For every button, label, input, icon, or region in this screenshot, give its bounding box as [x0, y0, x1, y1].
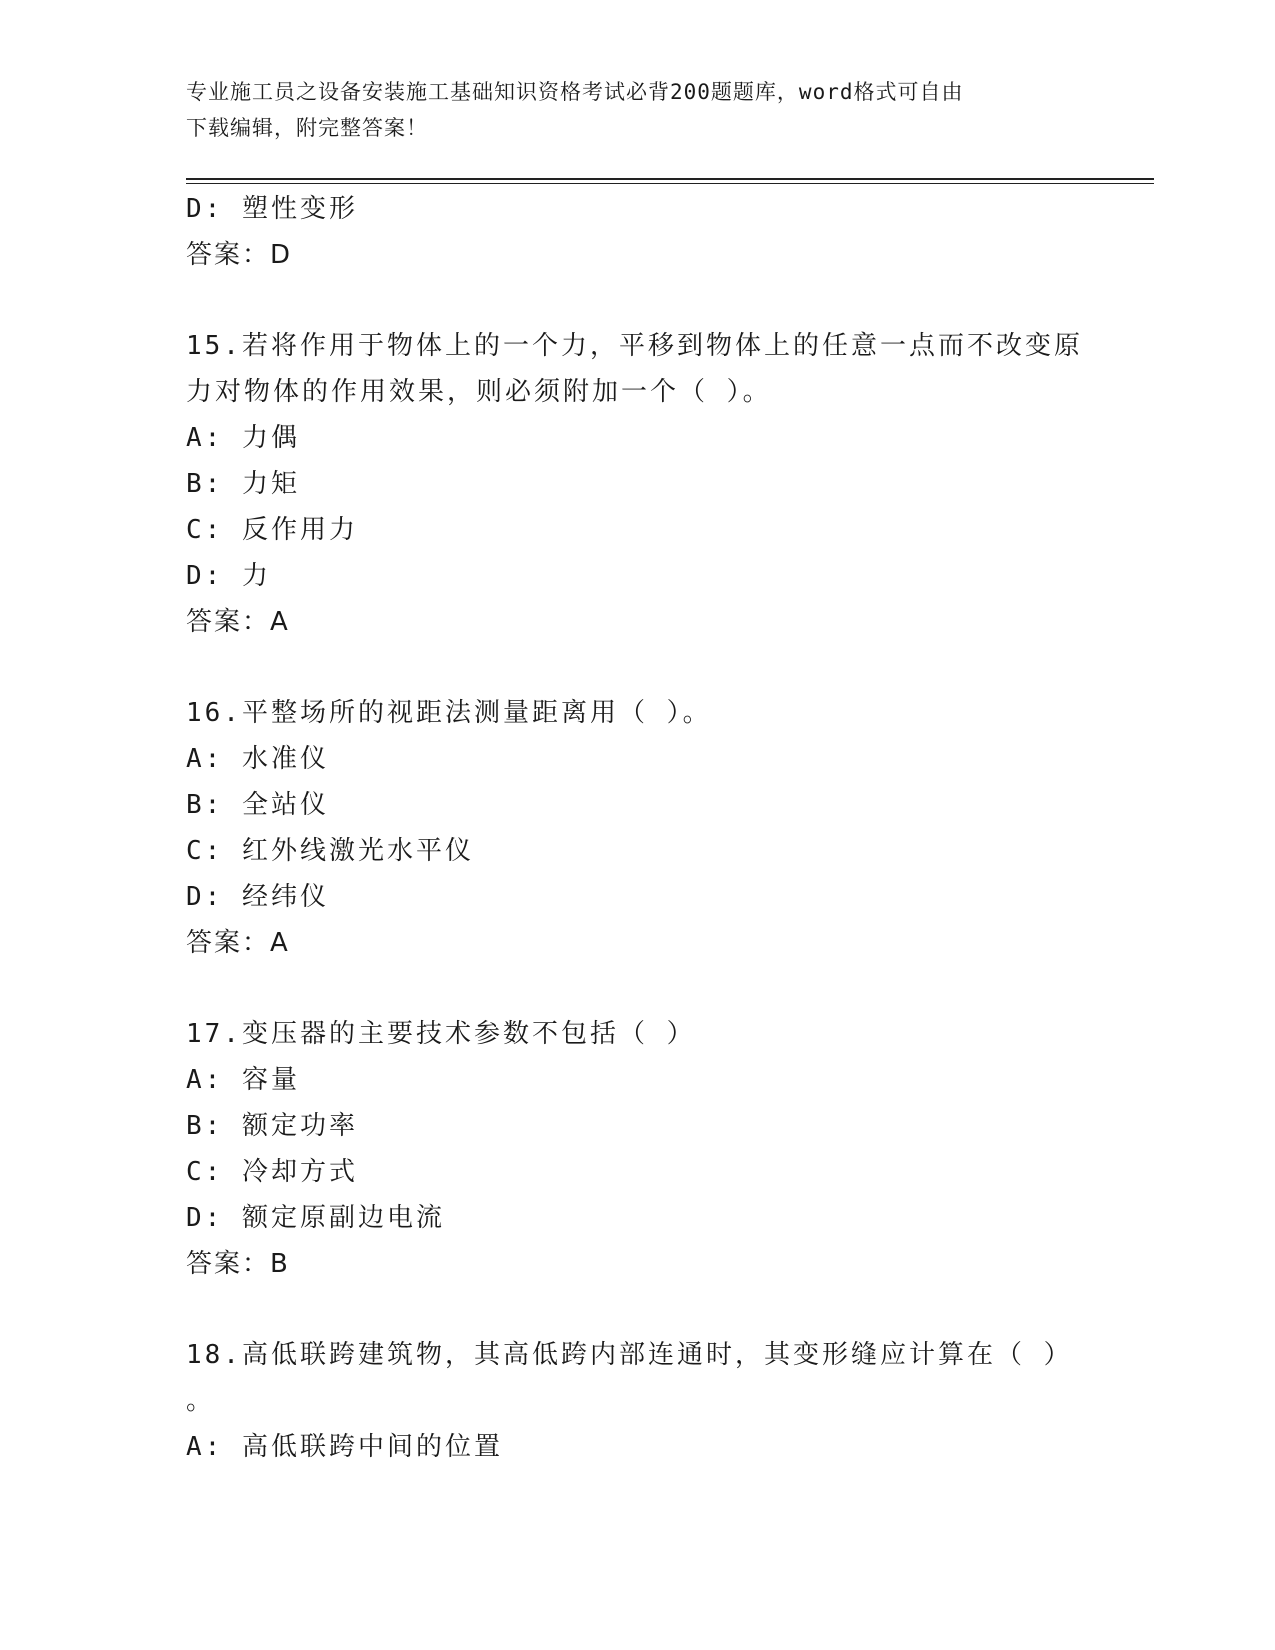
option-d: D: 力 [186, 561, 271, 591]
header-line-2: 下载编辑，附完整答案！ [186, 116, 428, 140]
option-a: A: 水准仪 [186, 744, 329, 774]
answer: 答案：A [186, 928, 290, 958]
option-c: C: 红外线激光水平仪 [186, 836, 474, 866]
option-d: D: 经纬仪 [186, 882, 329, 912]
question-stem: 。 [186, 1386, 216, 1416]
header-divider-thin [186, 183, 1154, 184]
header-divider-thick [186, 178, 1154, 180]
question-stem: 18.高低联跨建筑物，其高低跨内部连通时，其变形缝应计算在（ ） [186, 1340, 1073, 1370]
option-a: A: 力偶 [186, 423, 300, 453]
option-a: A: 高低联跨中间的位置 [186, 1432, 503, 1462]
answer: 答案：B [186, 1249, 290, 1279]
option-b: B: 力矩 [186, 469, 300, 499]
option-a: A: 容量 [186, 1065, 300, 1095]
answer: 答案：D [186, 240, 293, 270]
question-stem: 16.平整场所的视距法测量距离用（ ）。 [186, 698, 712, 728]
header-line-1: 专业施工员之设备安装施工基础知识资格考试必背200题题库，word格式可自由 [186, 80, 964, 104]
question-stem: 17.变压器的主要技术参数不包括（ ） [186, 1019, 696, 1049]
question-15 [186, 323, 1086, 645]
question-stem: 15.若将作用于物体上的一个力，平移到物体上的任意一点而不改变原 [186, 331, 1083, 361]
option-d: D: 塑性变形 [186, 194, 358, 224]
option-c: C: 冷却方式 [186, 1157, 358, 1187]
option-d: D: 额定原副边电流 [186, 1203, 445, 1233]
question-list [186, 186, 1086, 1470]
question-18 [186, 1332, 1086, 1470]
answer: 答案：A [186, 607, 290, 637]
document-header [186, 74, 1086, 146]
question-16 [186, 690, 1086, 966]
option-b: B: 额定功率 [186, 1111, 358, 1141]
question-17 [186, 1011, 1086, 1287]
option-b: B: 全站仪 [186, 790, 329, 820]
question-stem: 力对物体的作用效果，则必须附加一个（ ）。 [186, 377, 772, 407]
option-c: C: 反作用力 [186, 515, 358, 545]
